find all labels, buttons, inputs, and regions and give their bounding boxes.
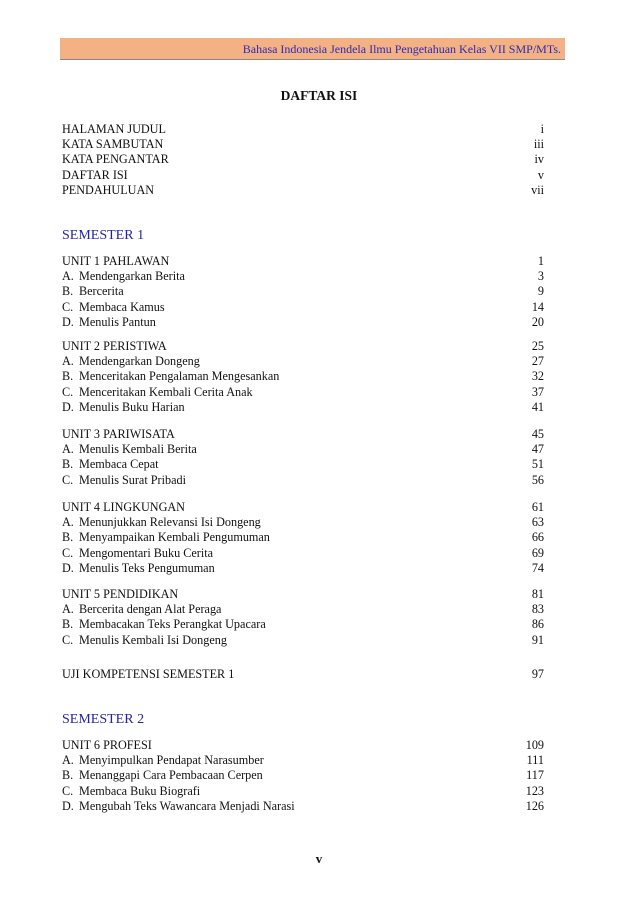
semester-2-heading: SEMESTER 2 (62, 712, 145, 727)
toc-subentry[interactable] (62, 530, 544, 545)
toc-subentry[interactable] (62, 457, 544, 472)
toc-subentry[interactable] (62, 400, 544, 415)
toc-entry[interactable] (62, 183, 544, 198)
toc-subentry[interactable] (62, 799, 544, 814)
unit-label: UNIT 5 PENDIDIKAN (62, 587, 179, 601)
toc-entry[interactable] (62, 667, 544, 682)
subentry-letter: A. (62, 269, 74, 284)
toc-entry[interactable] (62, 152, 544, 167)
toc-entry-page: iv (534, 152, 544, 167)
toc-subentry[interactable] (62, 300, 544, 315)
subentry-page: 3 (537, 269, 544, 284)
toc-subentry[interactable] (62, 473, 544, 488)
unit-6-block (62, 738, 544, 814)
subentry-letter: B. (62, 457, 74, 472)
unit-5-block (62, 587, 544, 648)
subentry-label: Mendengarkan Dongeng (79, 354, 200, 369)
subentry-label: Menanggapi Cara Pembacaan Cerpen (79, 768, 263, 783)
unit-entry[interactable] (62, 427, 544, 442)
subentry-page: 74 (531, 560, 544, 575)
unit-label: UNIT 4 LINGKUNGAN (62, 500, 185, 514)
subentry-letter: B. (62, 369, 74, 384)
unit-2-block (62, 339, 544, 415)
page-title: DAFTAR ISI (280, 88, 358, 103)
toc-entry-label: KATA PENGANTAR (62, 152, 169, 167)
subentry-page: 41 (531, 399, 544, 414)
toc-subentry[interactable] (62, 385, 544, 400)
subentry-page: 32 (531, 369, 544, 384)
unit-label: UNIT 1 PAHLAWAN (62, 254, 170, 268)
subentry-letter: D. (62, 314, 74, 329)
test-label: UJI KOMPETENSI SEMESTER 1 (62, 667, 235, 681)
subentry-letter: C. (62, 384, 74, 399)
subentry-letter: D. (62, 399, 74, 414)
toc-subentry[interactable] (62, 617, 544, 632)
subentry-label: Menceritakan Kembali Cerita Anak (79, 384, 253, 399)
subentry-page: 83 (531, 602, 544, 617)
unit-entry[interactable] (62, 500, 544, 515)
subentry-letter: B. (62, 768, 74, 783)
subentry-page: 37 (531, 384, 544, 399)
semester-1-test-block (62, 667, 544, 682)
unit-label: UNIT 2 PERISTIWA (62, 339, 167, 353)
subentry-page: 123 (525, 783, 544, 798)
subentry-page: 111 (526, 753, 544, 768)
unit-entry[interactable] (62, 738, 544, 753)
subentry-letter: C. (62, 632, 74, 647)
subentry-label: Menceritakan Pengalaman Mengesankan (79, 369, 280, 384)
subentry-page: 9 (537, 284, 544, 299)
toc-subentry[interactable] (62, 269, 544, 284)
toc-entry-label: PENDAHULUAN (62, 182, 155, 197)
test-page: 97 (531, 667, 544, 681)
subentry-letter: A. (62, 354, 74, 369)
page-number: v (315, 851, 323, 866)
subentry-label: Menulis Teks Pengumuman (79, 560, 215, 575)
toc-subentry[interactable] (62, 753, 544, 768)
toc-subentry[interactable] (62, 442, 544, 457)
subentry-page: 56 (531, 472, 544, 487)
subentry-letter: B. (62, 530, 74, 545)
toc-subentry[interactable] (62, 633, 544, 648)
subentry-label: Bercerita dengan Alat Peraga (79, 602, 222, 617)
unit-page: 25 (531, 339, 544, 353)
subentry-page: 20 (531, 314, 544, 329)
subentry-letter: C. (62, 472, 74, 487)
toc-entry-label: HALAMAN JUDUL (62, 122, 166, 136)
subentry-page: 27 (531, 354, 544, 369)
unit-page: 1 (537, 254, 544, 268)
subentry-label: Bercerita (79, 284, 124, 299)
unit-page: 45 (531, 427, 544, 441)
subentry-letter: D. (62, 560, 74, 575)
toc-entry[interactable] (62, 168, 544, 183)
subentry-page: 126 (525, 798, 544, 813)
subentry-label: Menulis Pantun (79, 314, 156, 329)
subentry-label: Mendengarkan Berita (79, 269, 185, 284)
subentry-label: Menyimpulkan Pendapat Narasumber (79, 753, 264, 768)
toc-subentry[interactable] (62, 284, 544, 299)
subentry-letter: A. (62, 442, 74, 457)
subentry-page: 14 (531, 299, 544, 314)
toc-entry-page: i (540, 122, 544, 136)
toc-subentry[interactable] (62, 561, 544, 576)
semester-1-heading: SEMESTER 1 (62, 228, 145, 243)
unit-entry[interactable] (62, 254, 544, 269)
subentry-letter: C. (62, 783, 74, 798)
toc-entry-label: DAFTAR ISI (62, 167, 128, 182)
unit-3-block (62, 427, 544, 488)
toc-subentry[interactable] (62, 602, 544, 617)
subentry-label: Mengomentari Buku Cerita (79, 545, 214, 560)
subentry-label: Membaca Kamus (79, 299, 165, 314)
subentry-letter: A. (62, 753, 74, 768)
subentry-page: 63 (531, 515, 544, 530)
toc-subentry[interactable] (62, 546, 544, 561)
subentry-label: Menyampaikan Kembali Pengumuman (79, 530, 270, 545)
running-header-text: Bahasa Indonesia Jendela Ilmu Pengetahuan Kelas VII SMP/MTs. (242, 42, 561, 56)
subentry-letter: B. (62, 617, 74, 632)
toc-entry-page: v (537, 167, 544, 182)
unit-4-block (62, 500, 544, 576)
subentry-page: 117 (526, 768, 544, 783)
unit-page: 81 (531, 587, 544, 601)
subentry-letter: C. (62, 545, 74, 560)
toc-entry-label: KATA SAMBUTAN (62, 137, 164, 152)
toc-entry[interactable] (62, 122, 544, 137)
subentry-page: 66 (531, 530, 544, 545)
unit-1-block (62, 254, 544, 330)
subentry-label: Menulis Surat Pribadi (79, 472, 186, 487)
toc-subentry[interactable] (62, 369, 544, 384)
toc-subentry[interactable] (62, 515, 544, 530)
running-header (60, 38, 565, 60)
subentry-label: Mengubah Teks Wawancara Menjadi Narasi (79, 798, 295, 813)
toc-subentry[interactable] (62, 354, 544, 369)
subentry-letter: A. (62, 515, 74, 530)
subentry-label: Membaca Cepat (79, 457, 159, 472)
unit-entry[interactable] (62, 339, 544, 354)
toc-entry-page: iii (533, 137, 544, 152)
front-matter-list (62, 122, 544, 198)
subentry-page: 91 (531, 632, 544, 647)
subentry-page: 86 (531, 617, 544, 632)
toc-subentry[interactable] (62, 784, 544, 799)
subentry-label: Menulis Kembali Berita (79, 442, 197, 457)
unit-label: UNIT 3 PARIWISATA (62, 427, 175, 441)
subentry-page: 69 (531, 545, 544, 560)
subentry-page: 47 (531, 442, 544, 457)
subentry-label: Menulis Buku Harian (79, 399, 185, 414)
subentry-label: Membaca Buku Biografi (79, 783, 201, 798)
subentry-label: Membacakan Teks Perangkat Upacara (79, 617, 266, 632)
unit-page: 109 (525, 738, 544, 752)
subentry-letter: B. (62, 284, 74, 299)
subentry-label: Menunjukkan Relevansi Isi Dongeng (79, 515, 261, 530)
subentry-letter: D. (62, 798, 74, 813)
unit-label: UNIT 6 PROFESI (62, 738, 152, 752)
subentry-letter: C. (62, 299, 74, 314)
unit-entry[interactable] (62, 587, 544, 602)
subentry-letter: A. (62, 602, 74, 617)
toc-entry-page: vii (531, 182, 544, 197)
subentry-label: Menulis Kembali Isi Dongeng (79, 632, 227, 647)
toc-subentry[interactable] (62, 315, 544, 330)
unit-page: 61 (531, 500, 544, 514)
subentry-page: 51 (531, 457, 544, 472)
toc-subentry[interactable] (62, 768, 544, 783)
toc-entry[interactable] (62, 137, 544, 152)
